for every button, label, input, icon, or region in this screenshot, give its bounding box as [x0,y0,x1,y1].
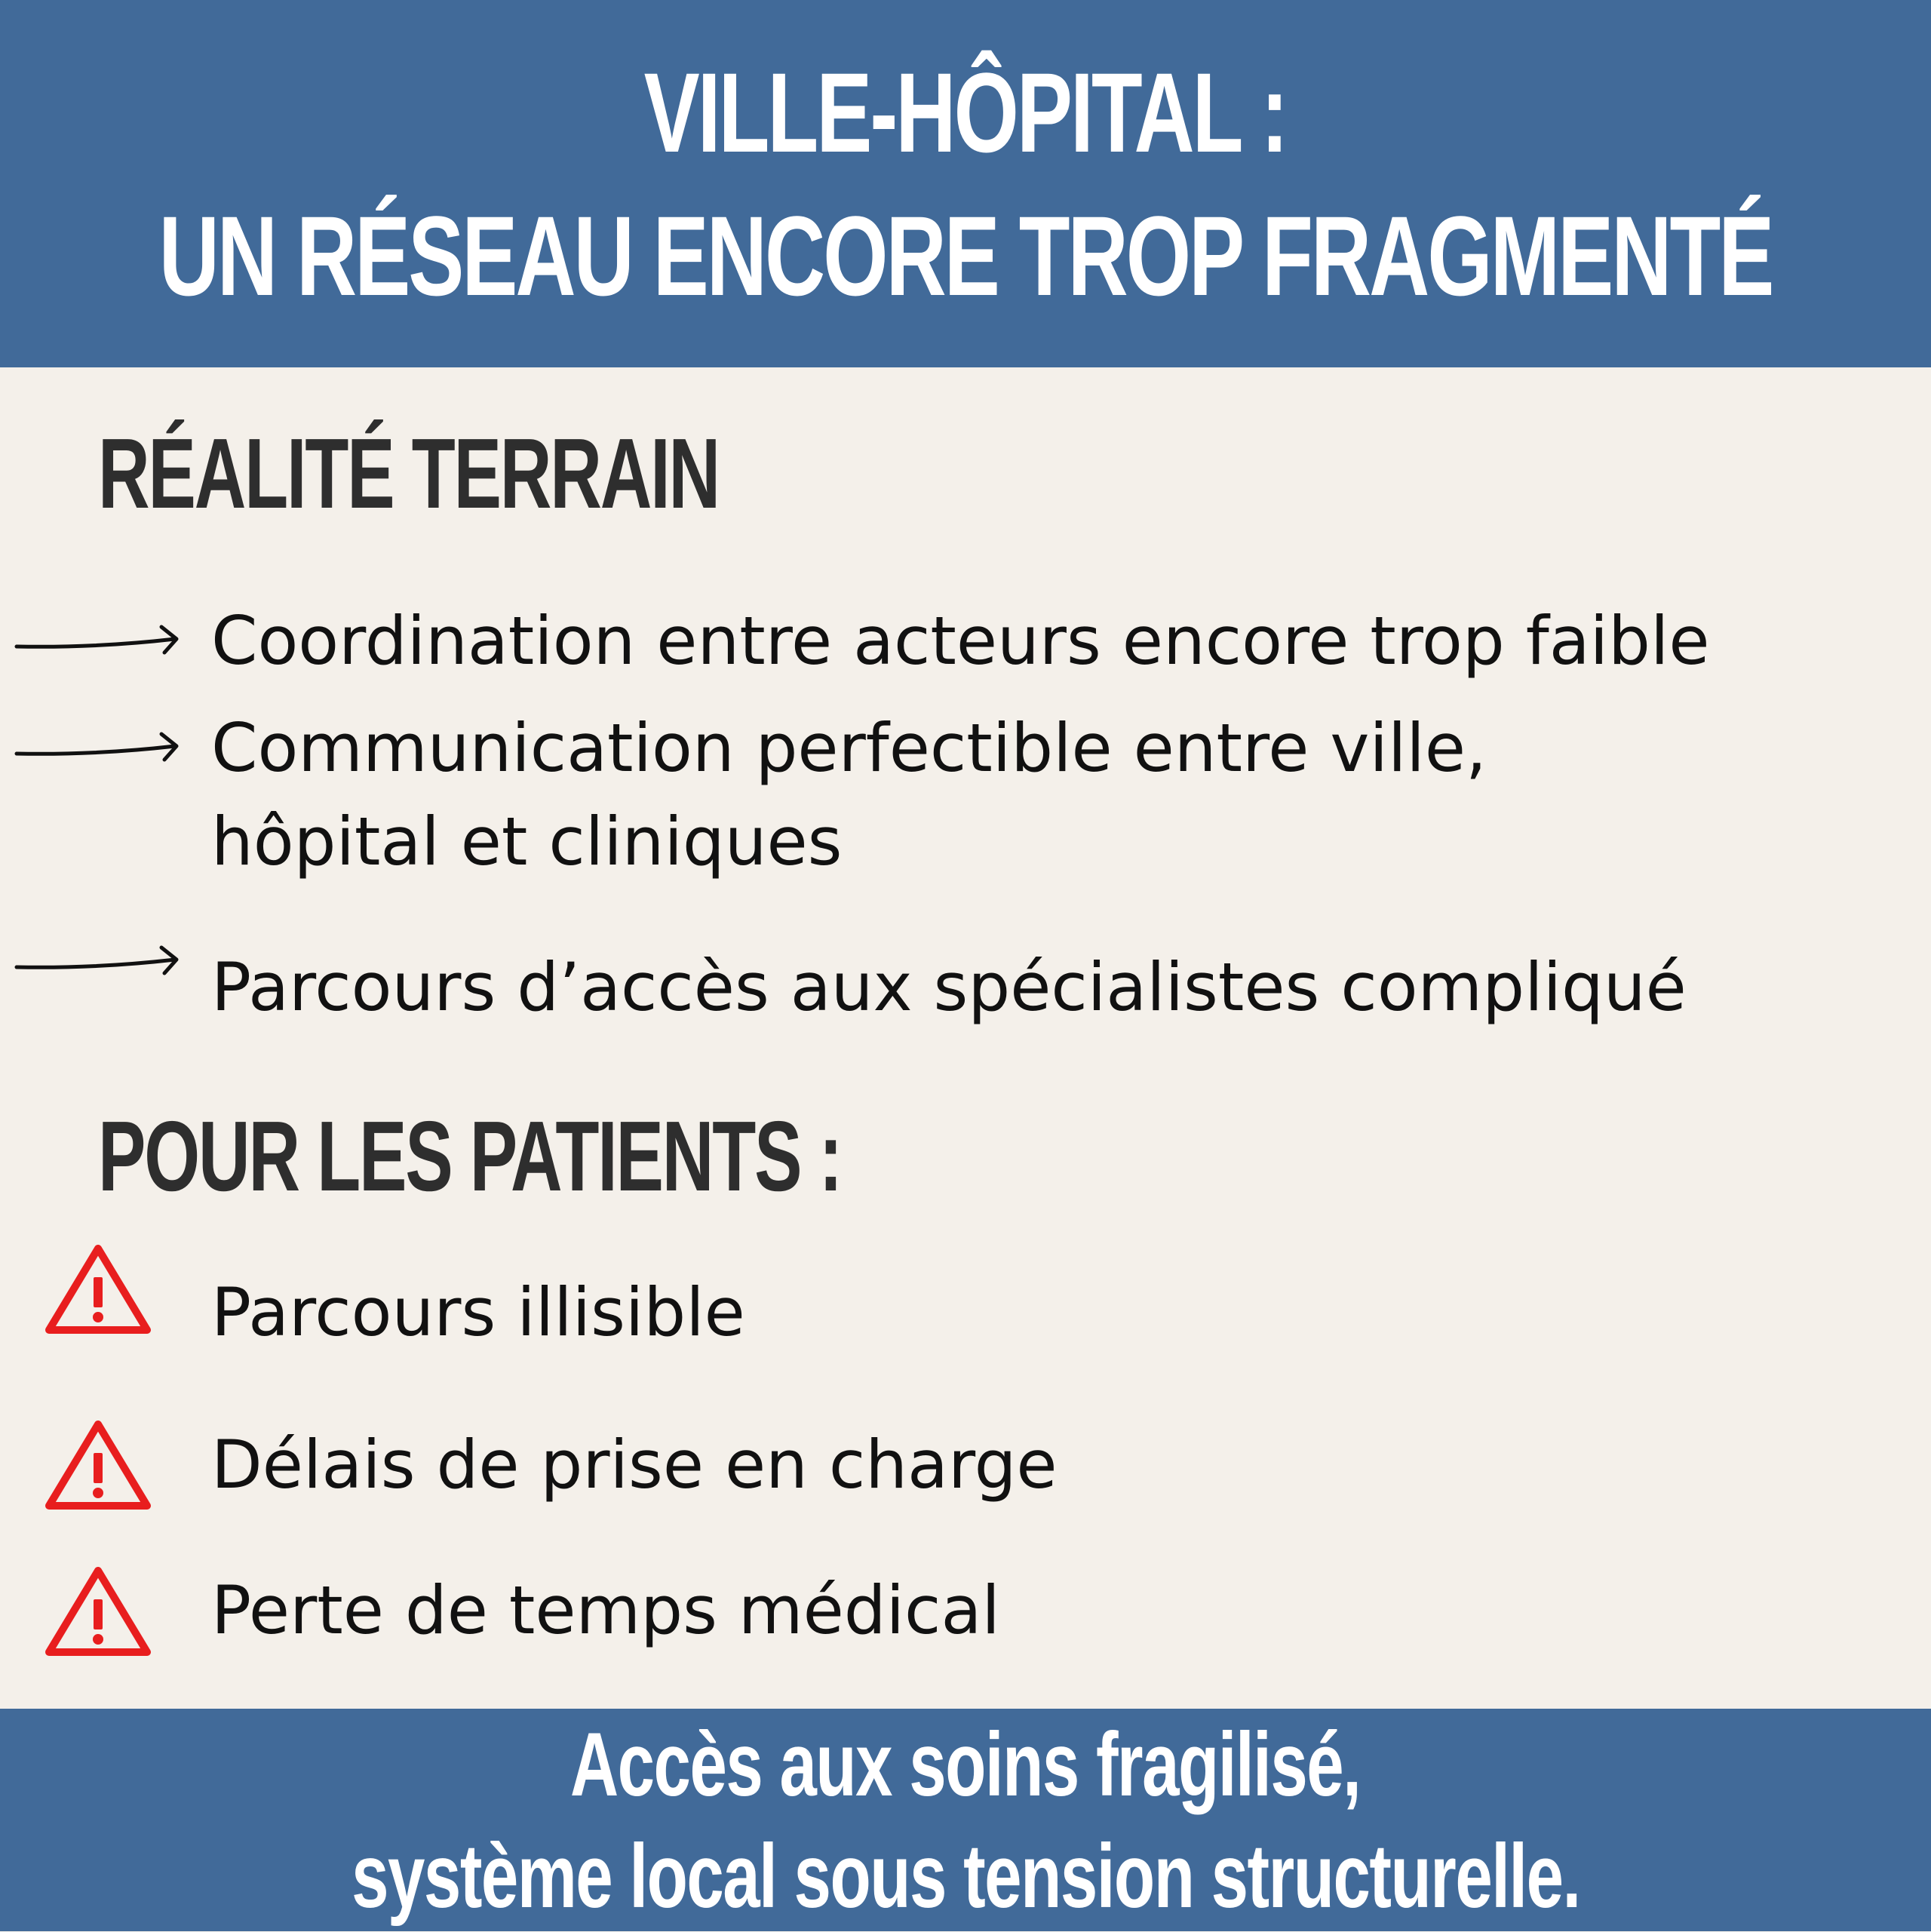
reality-item-text-line-1: Communication perfectible entre ville, [211,709,1487,787]
footer-line-2: système local sous tension structurelle. [351,1825,1580,1927]
reality-item-text-line-2: hôpital et cliniques [211,803,843,880]
warning-icon [41,1563,155,1661]
page-title-line-2: UN RÉSEAU ENCORE TROP FRAGMENTÉ [158,192,1773,319]
patients-heading: POUR LES PATIENTS : [98,1101,842,1212]
reality-item-text: Parcours d’accès aux spécialistes compliqué [211,948,1687,1026]
patients-item-text: Parcours illisible [211,1273,745,1351]
reality-item-text: Coordination entre acteurs encore trop faible [211,602,1710,680]
arrow-right-icon [14,935,187,988]
arrow-right-icon [14,615,187,668]
warning-icon [41,1241,155,1339]
footer-banner [0,1709,1931,1931]
footer-line-1: Accès aux soins fragilisé, [570,1713,1361,1815]
header-banner [0,0,1931,367]
arrow-right-icon [14,722,187,775]
warning-icon [41,1417,155,1515]
patients-item-text: Délais de prise en charge [211,1426,1058,1504]
patients-item-text: Perte de temps médical [211,1571,1000,1649]
page-title-line-1: VILLE-HÔPITAL : [644,48,1287,176]
reality-heading: RÉALITÉ TERRAIN [98,418,719,529]
